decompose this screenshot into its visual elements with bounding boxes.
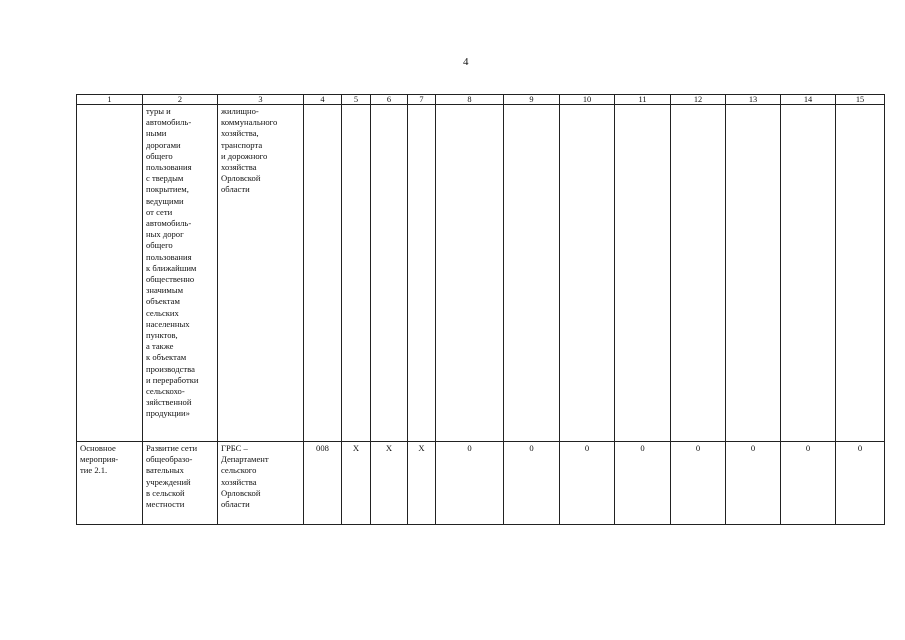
cell-col-12: 0 — [671, 442, 726, 525]
header-cell-6: 6 — [371, 95, 408, 105]
cell-col-5: Х — [342, 442, 371, 525]
cell-col-9: 0 — [504, 442, 560, 525]
cell-col-8: 0 — [436, 442, 504, 525]
header-cell-7: 7 — [408, 95, 436, 105]
header-cell-5: 5 — [342, 95, 371, 105]
cell-responsible-executor: ГРБС – Департамент сельского хозяйства Орловской области — [218, 442, 304, 525]
cell-activity-name — [77, 105, 143, 442]
header-cell-13: 13 — [726, 95, 781, 105]
cell-col-10: 0 — [560, 442, 615, 525]
cell-col-13 — [726, 105, 781, 442]
header-cell-8: 8 — [436, 95, 504, 105]
cell-col-7: Х — [408, 442, 436, 525]
page-number: 4 — [463, 56, 469, 68]
table-row-continuation — [77, 105, 885, 442]
header-cell-14: 14 — [781, 95, 836, 105]
cell-col-6 — [371, 105, 408, 442]
header-cell-10: 10 — [560, 95, 615, 105]
header-cell-1: 1 — [77, 95, 143, 105]
header-cell-2: 2 — [143, 95, 218, 105]
cell-col-13: 0 — [726, 442, 781, 525]
cell-col-14: 0 — [781, 442, 836, 525]
header-cell-3: 3 — [218, 95, 304, 105]
program-table — [76, 94, 885, 525]
cell-activity-description: Развитие сети общеобразо- вательных учреждений в сельской местности — [143, 442, 218, 525]
header-cell-11: 11 — [615, 95, 671, 105]
header-row — [77, 95, 885, 105]
header-cell-4: 4 — [304, 95, 342, 105]
cell-col-6: Х — [371, 442, 408, 525]
header-cell-12: 12 — [671, 95, 726, 105]
table-row-activity-2-1 — [77, 442, 885, 525]
cell-col-11: 0 — [615, 442, 671, 525]
cell-col-12 — [671, 105, 726, 442]
cell-col-7 — [408, 105, 436, 442]
header-cell-15: 15 — [836, 95, 885, 105]
header-cell-9: 9 — [504, 95, 560, 105]
cell-col-8 — [436, 105, 504, 442]
cell-col-5 — [342, 105, 371, 442]
cell-col-9 — [504, 105, 560, 442]
cell-activity-description: туры и автомобиль- ными дорогами общего пользования с твердым покрытием, ведущими от сети автомобиль- ных дорог общего пользования к ближайшим общественно значимым объектам сельских населенных пунктов, а также к объектам производства и переработки сельскохо- зяйственной продукции» — [143, 105, 218, 442]
cell-grbs-code — [304, 105, 342, 442]
cell-col-10 — [560, 105, 615, 442]
cell-responsible-executor: жилищно- коммунального хозяйства, транспорта и дорожного хозяйства Орловской области — [218, 105, 304, 442]
cell-activity-name: Основное мероприя- тие 2.1. — [77, 442, 143, 525]
cell-col-14 — [781, 105, 836, 442]
cell-grbs-code: 008 — [304, 442, 342, 525]
cell-col-11 — [615, 105, 671, 442]
cell-col-15 — [836, 105, 885, 442]
cell-col-15: 0 — [836, 442, 885, 525]
